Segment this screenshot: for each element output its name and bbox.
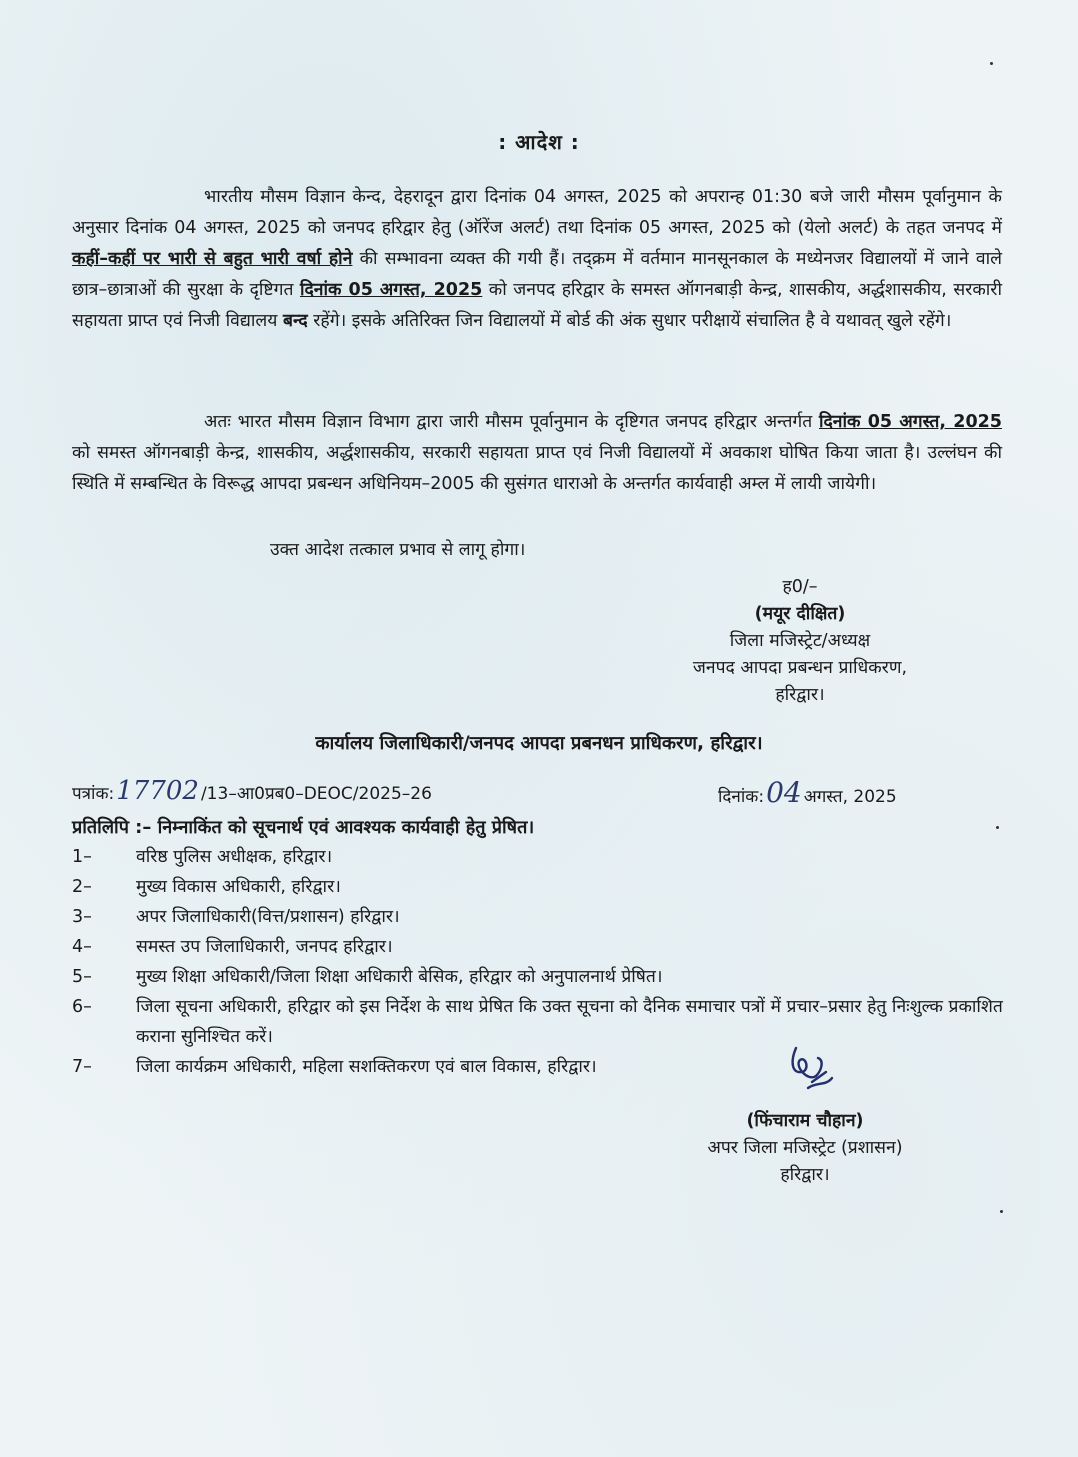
signatory-block-dm (640, 574, 960, 709)
list-item-text: जिला कार्यक्रम अधिकारी, महिला सशक्तिकरण एवं बाल विकास, हरिद्वार। (136, 1057, 597, 1077)
speck (990, 62, 993, 65)
list-item-number: 7– (72, 1057, 92, 1077)
order-paragraph-1 (72, 182, 1002, 337)
para1-bold-closed: बन्द (283, 311, 308, 331)
signatory-place: हरिद्वार। (775, 685, 825, 705)
ref-handwritten-number: 17702 (116, 776, 199, 806)
list-item-number: 1– (72, 847, 92, 867)
list-item (72, 932, 1012, 962)
handwritten-signature (782, 1042, 840, 1100)
signatory2-place: हरिद्वार। (780, 1165, 830, 1185)
list-item-text: अपर जिलाधिकारी(वित्त/प्रशासन) हरिद्वार। (136, 907, 400, 927)
date-suffix: अगस्त, 2025 (803, 787, 897, 807)
para2-text-a: अतः भारत मौसम विज्ञान विभाग द्वारा जारी मौसम पूर्वानुमान के दृष्टिगत जनपद हरिद्वार अन्तर्गत (204, 412, 819, 432)
speck (1000, 1210, 1003, 1213)
para1-text-d: रहेंगे। इसके अतिरिक्त जिन विद्यालयों में बोर्ड की अंक सुधार परीक्षायें संचालित है वे यथावत् खुले रहेंगे। (307, 311, 952, 331)
list-item-number: 2– (72, 877, 92, 897)
date-handwritten-day: 04 (766, 776, 802, 809)
order-paragraph-3: उक्त आदेश तत्काल प्रभाव से लागू होगा। (270, 540, 526, 560)
office-line: कार्यालय जिलाधिकारी/जनपद आपदा प्रबनधन प्राधिकरण, हरिद्वार। (315, 733, 763, 754)
list-item (72, 962, 1012, 992)
order-paragraph-2 (72, 407, 1002, 500)
list-item (72, 872, 1012, 902)
ref-prefix: पत्रांक: (72, 784, 115, 804)
para2-text-b: को समस्त ऑगनबाड़ी केन्द्र, शासकीय, अर्द्धशासकीय, सरकारी सहायता प्राप्त एवं निजी विद्यालयों में अवकाश घोषित किया जाता है। उल्लंघन की स्थिति में सम्बन्धित के विरूद्ध आपदा प्रबन्धन अधिनियम–2005 की सुसंगत धाराओ के अन्तर्गत कार्यवाही अम्ल में लायी जायेगी। (72, 443, 1002, 494)
signatory-name: (मयूर दीक्षित) (754, 604, 846, 624)
list-item-number: 3– (72, 907, 92, 927)
list-item-number: 6– (72, 997, 92, 1017)
signatory-block-adm (660, 1108, 950, 1189)
ref-suffix: /13–आ0प्रब0–DEOC/2025–26 (200, 784, 432, 804)
list-item (72, 842, 1012, 872)
list-item-number: 4– (72, 937, 92, 957)
date-prefix: दिनांक: (718, 787, 765, 807)
para1-underlined-date: दिनांक 05 अगस्त, 2025 (299, 280, 483, 300)
list-item-number: 5– (72, 967, 92, 987)
order-title: : आदेश : (498, 130, 580, 154)
copy-heading: प्रतिलिपि :– निम्नाकिंत को सूचनार्थ एवं आवश्यक कार्यवाही हेतु प्रेषित। (72, 817, 535, 838)
para1-text-a: भारतीय मौसम विज्ञान केन्द, देहरादून द्वारा दिनांक 04 अगस्त, 2025 को अपरान्ह 01:30 बजे जारी मौसम पूर्वानुमान के अनुसार दिनांक 04 अगस्त, 2025 को जनपद हरिद्वार हेतु (ऑरेंज अलर्ट) तथा दिनांक 05 अगस्त, 2025 को (येलो अलर्ट) के तहत जनपद में (72, 187, 1002, 238)
sign-mark: ह0/– (782, 577, 818, 597)
list-item-text: मुख्य विकास अधिकारी, हरिद्वार। (136, 877, 341, 897)
signatory-designation: जिला मजिस्ट्रेट/अध्यक्ष (729, 631, 871, 651)
signatory2-designation: अपर जिला मजिस्ट्रेट (प्रशासन) (707, 1138, 903, 1158)
list-item-text: मुख्य शिक्षा अधिकारी/जिला शिक्षा अधिकारी बेसिक, हरिद्वार को अनुपालनार्थ प्रेषित। (136, 967, 663, 987)
para1-text-b: की सम्भावना व्यक्त की गयी हैं। तद्क्रम में वर्तमान मानसूनकाल के मध्येनजर विद्यालयों में जाने वाले छात्र–छात्राओं की सुरक्षा के दृष्टिगत (72, 249, 1002, 300)
para2-underlined-date: दिनांक 05 अगस्त, 2025 (818, 412, 1002, 432)
signatory2-name: (फिंचाराम चौहान) (746, 1111, 864, 1131)
signatory-authority: जनपद आपदा प्रबन्धन प्राधिकरण, (692, 658, 908, 678)
speck (996, 826, 999, 829)
list-item-text: वरिष्ठ पुलिस अधीक्षक, हरिद्वार। (136, 847, 333, 867)
list-item (72, 992, 1012, 1052)
para1-text-c: को जनपद हरिद्वार के समस्त ऑगनबाड़ी केन्द्र, शासकीय, अर्द्धशासकीय, सरकारी सहायता प्राप्त एवं निजी विद्यालय (72, 280, 1002, 331)
list-item (72, 1052, 1012, 1082)
list-item-text: समस्त उप जिलाधिकारी, जनपद हरिद्वार। (136, 937, 393, 957)
list-item (72, 902, 1012, 932)
para1-underlined-rain-warning: कहीं–कहीं पर भारी से बहुत भारी वर्षा होने (72, 249, 353, 269)
list-item-text: जिला सूचना अधिकारी, हरिद्वार को इस निर्देश के साथ प्रेषित कि उक्त सूचना को दैनिक समाचार पत्रों में प्रचार–प्रसार हेतु निःशुल्क प्रकाशित कराना सुनिश्चित करें। (136, 997, 1003, 1047)
letter-date (718, 776, 897, 809)
reference-number (72, 776, 432, 806)
copy-list (72, 842, 1012, 1082)
